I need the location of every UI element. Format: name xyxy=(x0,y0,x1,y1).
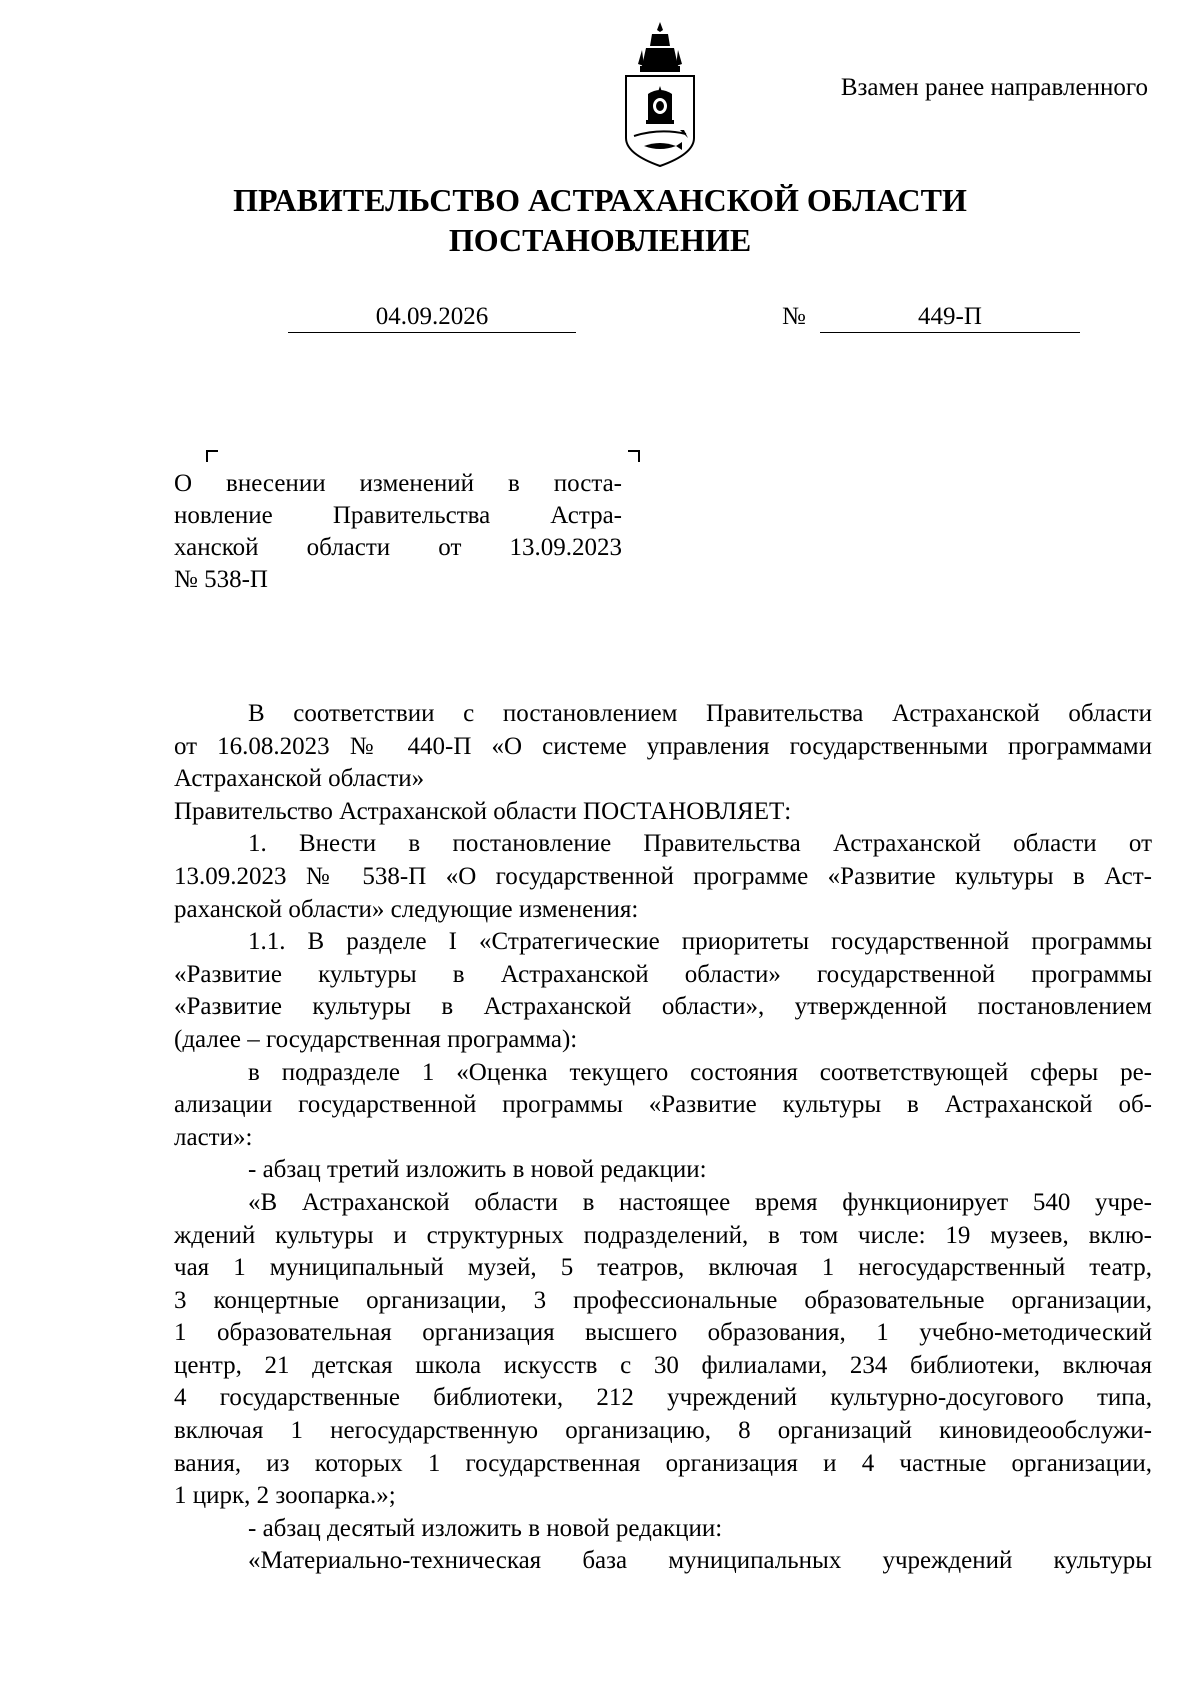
body-line: 13.09.2023 № 538-П «О государственной программе «Развитие культуры в Аст- xyxy=(174,862,1152,890)
replacement-note: Взамен ранее направленного xyxy=(840,74,1148,101)
body-line: 1. Внести в постановление Правительства Астраханской области от xyxy=(248,830,1152,858)
subject-line: новление Правительства Астра- xyxy=(174,502,622,529)
body-line: от 16.08.2023 № 440-П «О системе управления государственными программами xyxy=(174,732,1152,760)
body-line: «Развитие культуры в Астраханской области» государственной программы xyxy=(174,960,1152,988)
document-body xyxy=(174,698,1152,1578)
body-line: В соответствии с постановлением Правительства Астраханской области xyxy=(248,700,1152,727)
body-line: 3 концертные организации, 3 профессиональные образовательные организации, xyxy=(174,1286,1152,1314)
subject-line: ханской области от 13.09.2023 xyxy=(174,534,622,561)
body-line: «В Астраханской области в настоящее время функционирует 540 учре- xyxy=(248,1188,1152,1216)
body-line: ждений культуры и структурных подразделений, в том числе: 19 музеев, вклю- xyxy=(174,1221,1152,1249)
government-title: ПРАВИТЕЛЬСТВО АСТРАХАНСКОЙ ОБЛАСТИ xyxy=(233,182,967,218)
body-line: ласти»: xyxy=(174,1123,253,1151)
subject-corner-right-mark xyxy=(628,450,640,462)
subject-corner-left-mark xyxy=(206,450,218,462)
body-line: Правительство Астраханской области ПОСТАНОВЛЯЕТ: xyxy=(174,797,792,825)
document-subject xyxy=(174,468,622,596)
document-number: 449-П xyxy=(820,302,1080,333)
body-line: «Материально-техническая база муниципальных учреждений культуры xyxy=(248,1547,1152,1575)
body-line: «Развитие культуры в Астраханской области», утвержденной постановлением xyxy=(174,993,1152,1021)
body-line: включая 1 негосударственную организацию, 8 организаций киновидеообслужи- xyxy=(174,1417,1152,1445)
body-line: 1 образовательная организация высшего образования, 1 учебно-методический xyxy=(174,1319,1152,1347)
astrakhan-coat-of-arms-icon xyxy=(620,20,700,170)
body-line: чая 1 муниципальный музей, 5 театров, включая 1 негосударственный театр, xyxy=(174,1254,1152,1282)
body-line: - абзац десятый изложить в новой редакции: xyxy=(248,1514,723,1542)
body-line: центр, 21 детская школа искусств с 30 филиалами, 234 библиотеки, включая xyxy=(174,1351,1152,1379)
body-line: вания, из которых 1 государственная организация и 4 частные организации, xyxy=(174,1449,1152,1477)
document-type: ПОСТАНОВЛЕНИЕ xyxy=(448,222,752,258)
body-line: - абзац третий изложить в новой редакции: xyxy=(248,1156,707,1184)
body-line: ализации государственной программы «Развитие культуры в Астраханской об- xyxy=(174,1091,1152,1119)
body-line: в подразделе 1 «Оценка текущего состояния соответствующей сферы ре- xyxy=(248,1058,1152,1086)
subject-line: № 538-П xyxy=(174,566,268,593)
body-line: 4 государственные библиотеки, 212 учреждений культурно-досугового типа, xyxy=(174,1384,1152,1412)
body-line: (далее – государственная программа): xyxy=(174,1025,578,1053)
document-date: 04.09.2026 xyxy=(288,302,576,333)
number-label: № xyxy=(782,303,806,330)
subject-line: О внесении изменений в поста- xyxy=(174,470,622,497)
body-line: 1 цирк, 2 зоопарка.»; xyxy=(174,1482,396,1510)
body-line: Астраханской области» xyxy=(174,765,425,793)
body-line: раханской области» следующие изменения: xyxy=(174,895,639,923)
body-line: 1.1. В разделе I «Стратегические приоритеты государственной программы xyxy=(248,928,1152,956)
